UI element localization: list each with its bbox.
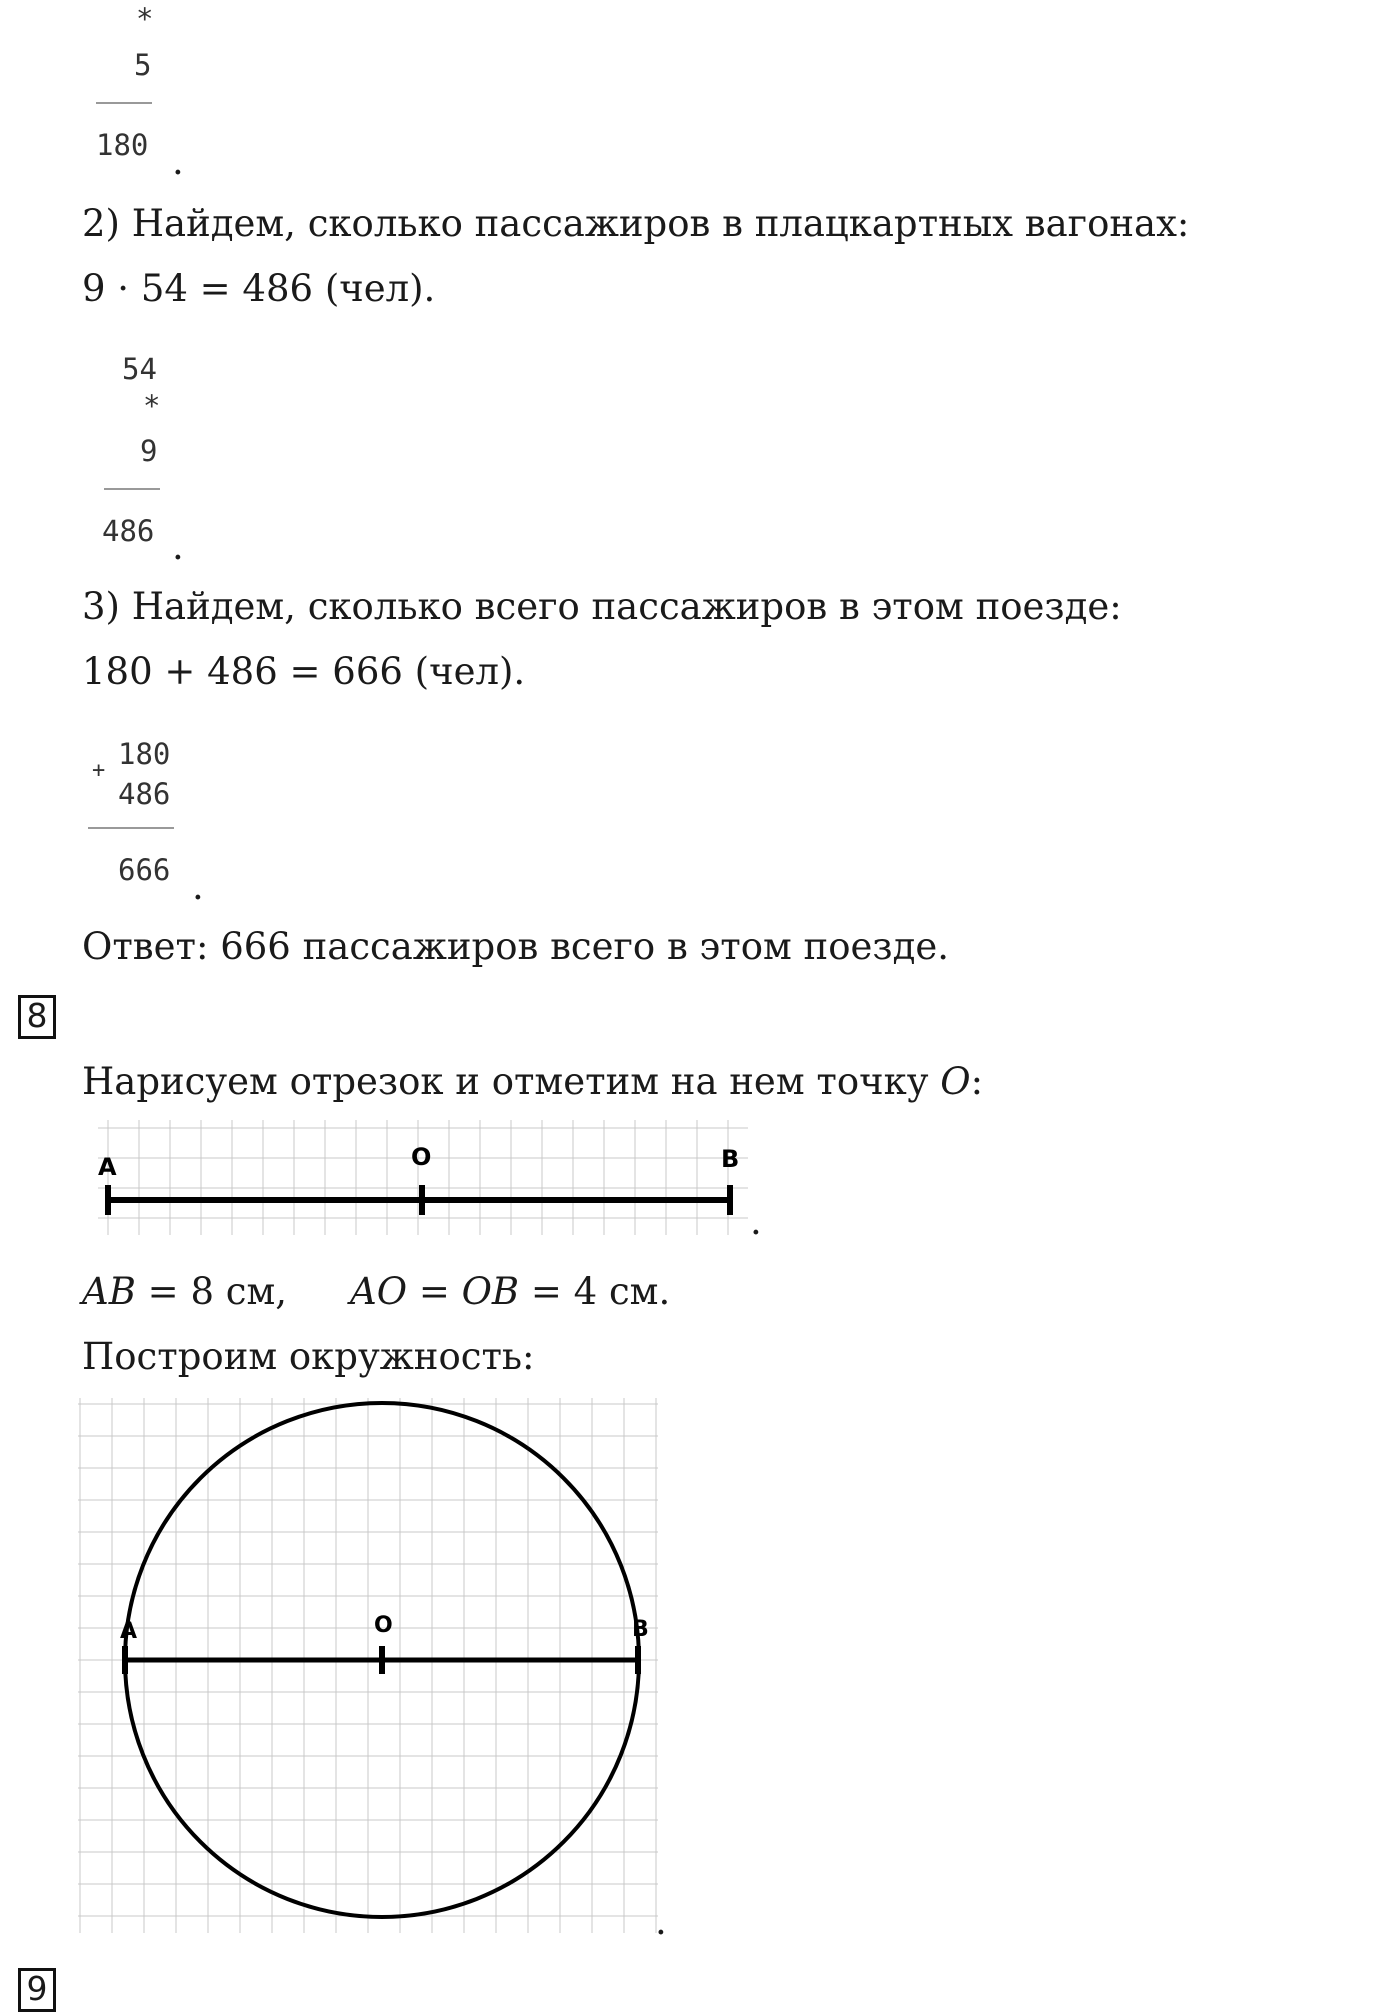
calc2-dot: . <box>172 525 184 568</box>
circle-label-a: A <box>120 1619 138 1644</box>
circle-label-b: B <box>632 1617 649 1642</box>
eq-ob: OB <box>461 1270 520 1313</box>
calc2-multiplier: 9 <box>140 434 158 468</box>
calc1-divider <box>96 102 152 104</box>
eq-mid: = <box>407 1270 462 1313</box>
calc3-divider <box>88 827 174 829</box>
circle-dot: . <box>655 1900 667 1943</box>
calc3-result: 666 <box>118 853 171 887</box>
calc2-result: 486 <box>102 514 155 548</box>
step3-expression: 180 + 486 = 666 (чел). <box>82 650 526 693</box>
label-a: A <box>98 1153 117 1181</box>
eq-ao-ob <box>350 1270 670 1313</box>
circle-label-o: O <box>374 1613 393 1638</box>
task-number-9: 9 <box>18 1968 56 2012</box>
calc1-multiplier: 5 <box>134 48 152 82</box>
eq-ao: AO <box>350 1270 408 1313</box>
calc3-addend2: 486 <box>118 777 171 811</box>
step2-expression: 9 · 54 = 486 (чел). <box>82 267 436 310</box>
eq-ab-rhs: = 8 см, <box>135 1270 288 1313</box>
calc3-operator: + <box>92 758 106 783</box>
task8-intro-var: O <box>940 1060 971 1103</box>
eq-ab <box>82 1270 287 1313</box>
circle-figure <box>78 1398 678 1938</box>
task8-intro <box>82 1060 983 1103</box>
answer-text: Ответ: 666 пассажиров всего в этом поезде. <box>82 925 950 968</box>
calc2-operator: * <box>143 389 161 423</box>
step2-heading: 2) Найдем, сколько пассажиров в плацкартных вагонах: <box>82 202 1190 245</box>
segment-grid <box>98 1120 748 1235</box>
label-o: O <box>411 1143 432 1171</box>
calc3-addend1: 180 <box>118 737 171 771</box>
calc1-dot: . <box>172 140 184 183</box>
circle-heading: Построим окружность: <box>82 1335 535 1378</box>
calc3-dot: . <box>192 865 204 908</box>
segment-figure <box>98 1120 778 1250</box>
calc2-multiplicand: 54 <box>122 352 157 386</box>
task8-intro-end: : <box>970 1060 984 1103</box>
circle-grid <box>78 1398 658 1933</box>
calc1-result: 180 <box>96 128 149 162</box>
label-b: B <box>721 1145 740 1173</box>
segment-dot: . <box>750 1200 762 1243</box>
step3-heading: 3) Найдем, сколько всего пассажиров в этом поезде: <box>82 585 1122 628</box>
calc1-operator: * <box>136 2 154 36</box>
eq-ab-lhs: AB <box>82 1270 136 1313</box>
eq-ao-ob-rhs: = 4 см. <box>519 1270 671 1313</box>
task8-intro-text: Нарисуем отрезок и отметим на нем точку <box>82 1060 941 1103</box>
task-number-8: 8 <box>18 995 56 1039</box>
calc2-divider <box>104 488 160 490</box>
